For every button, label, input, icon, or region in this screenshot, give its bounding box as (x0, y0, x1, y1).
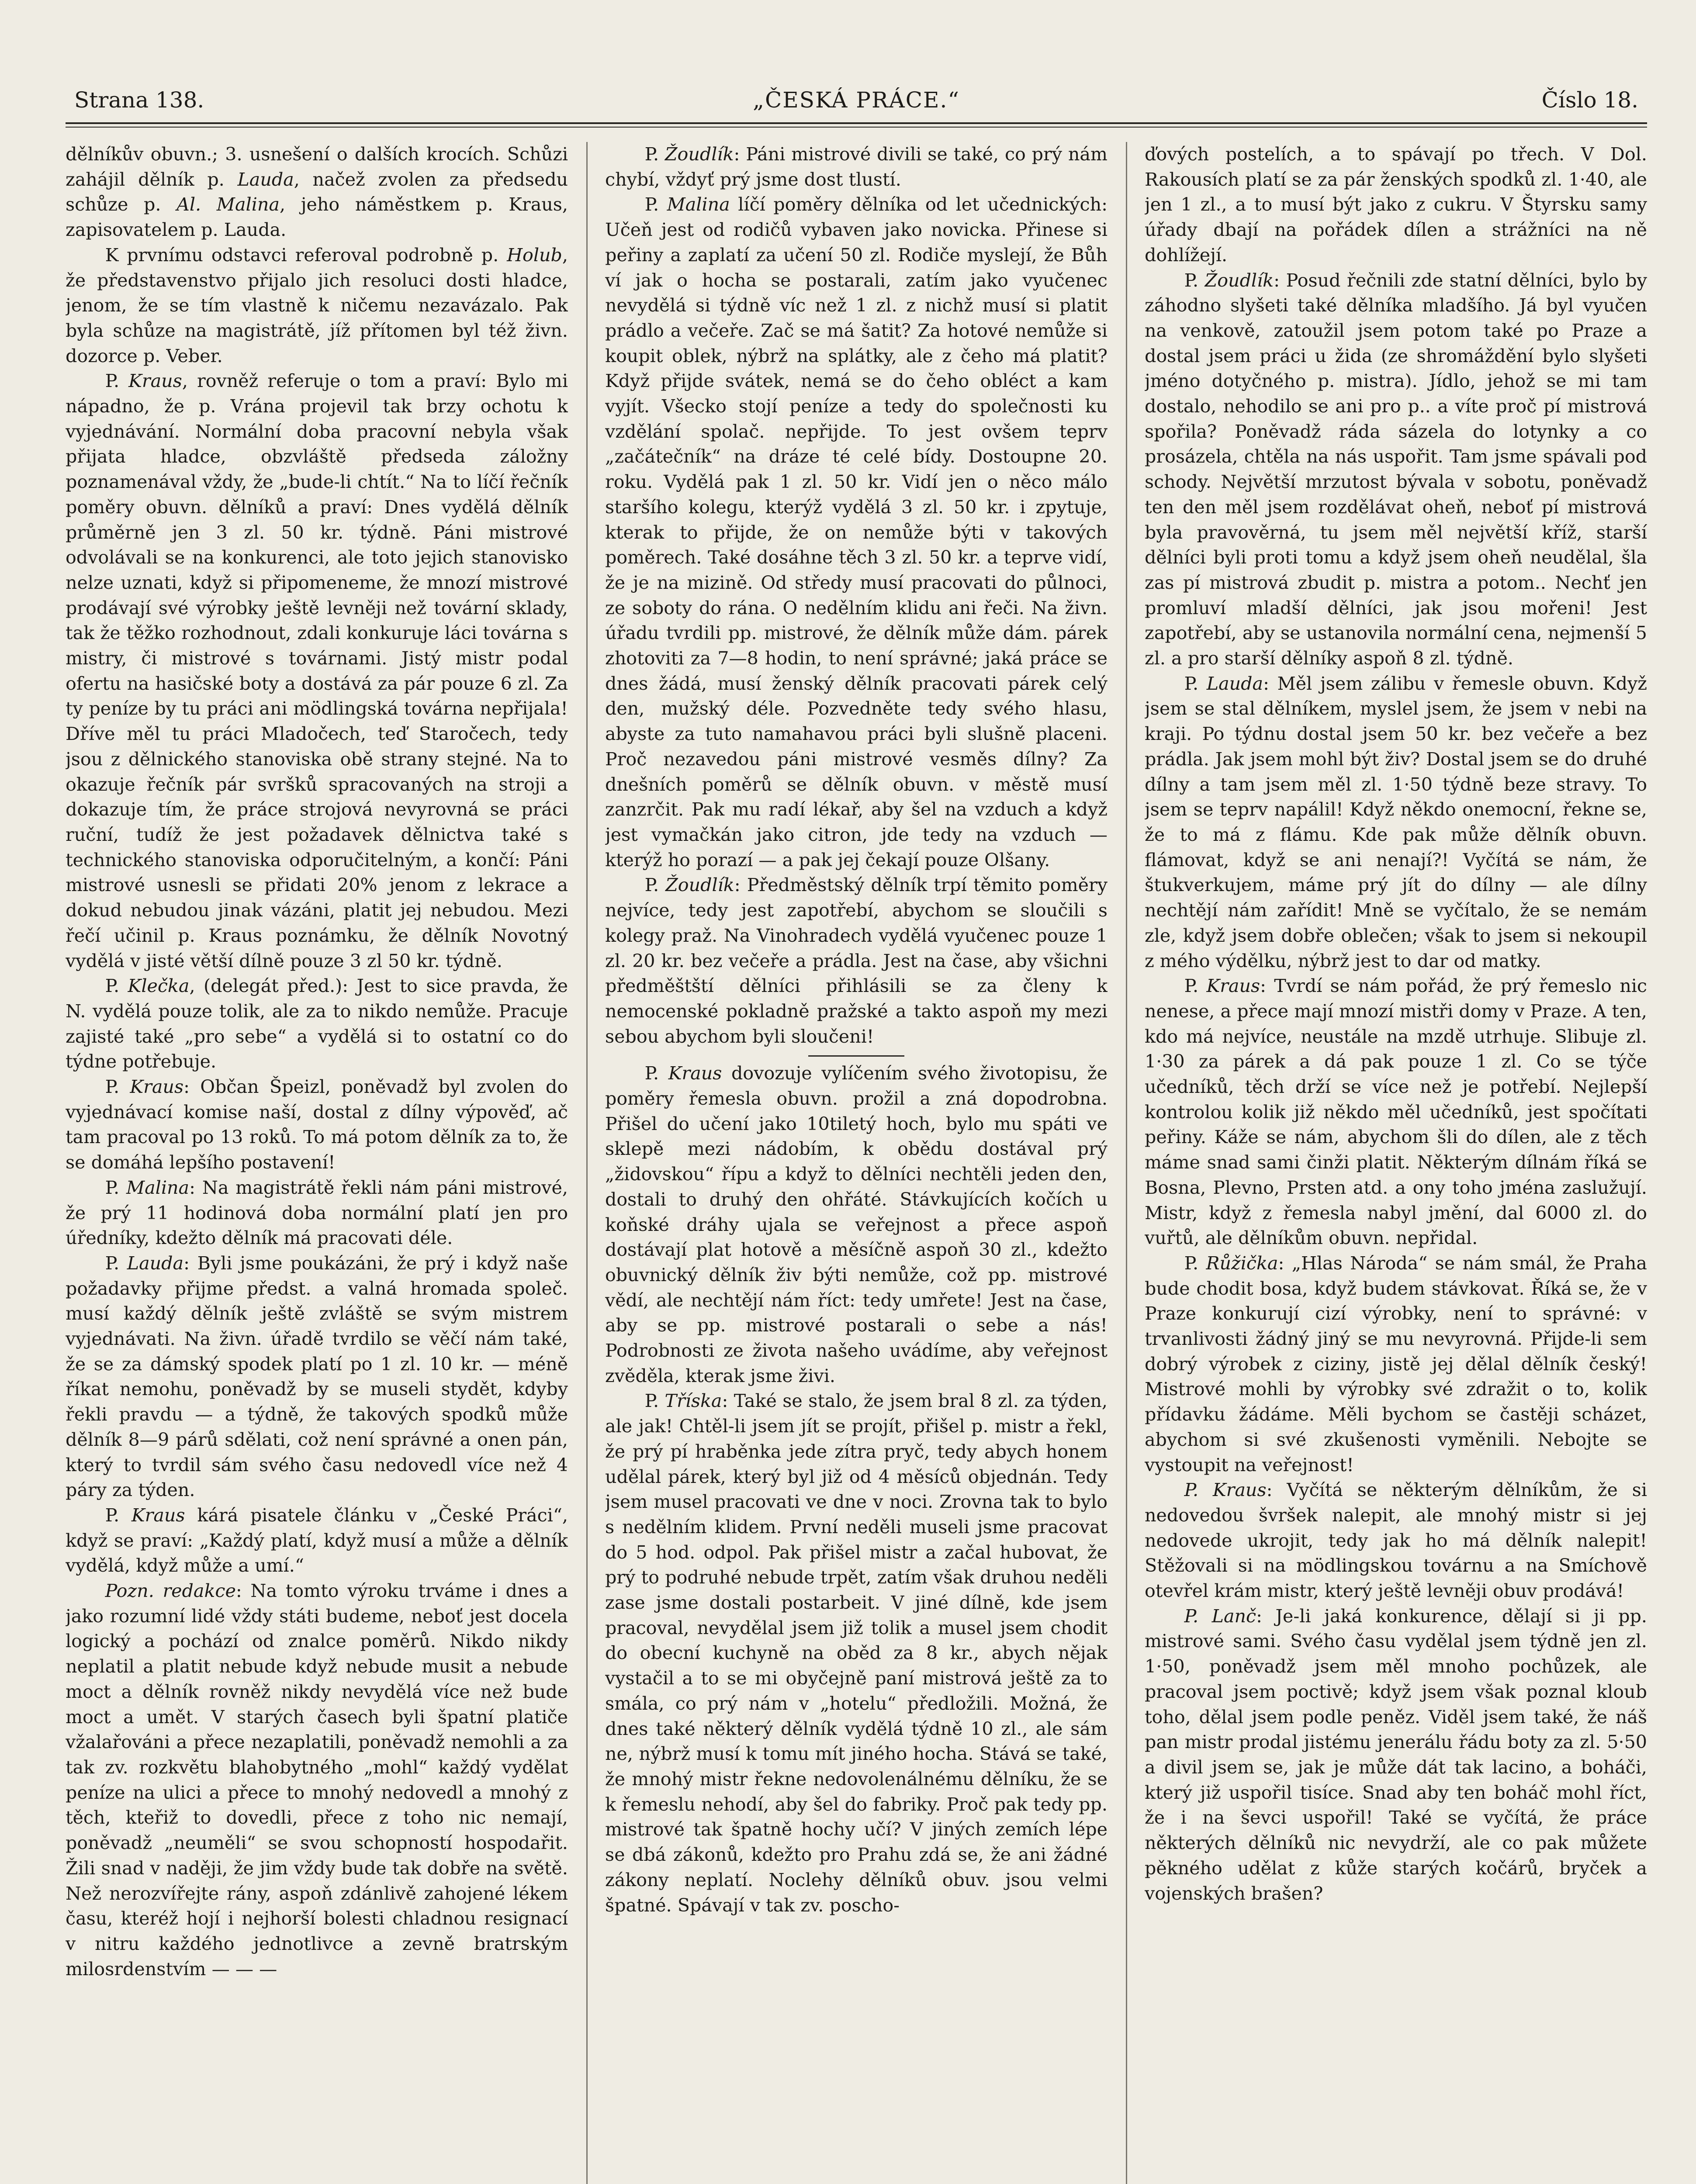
paragraph-text: P. (644, 144, 665, 165)
newspaper-page (66, 66, 1647, 2184)
speaker-name: Růžička (1206, 1252, 1278, 1274)
page-header (66, 74, 1647, 127)
paragraph-text: : Tvrdí se nám pořád, že prý řemeslo nic nenese, a přece mají mnozí mistři domy v Praze. A ten, kdo má nejvíce, neustále na mzdě utrhuje. Slibuje zl. 1·30 za párek a dá pak pouze 1 zl. Co se týče učedníků, těch drží se více než je potřebí. Nejlepší kontrolou kolik již někdo měl učedníků, jest spočítati peřiny. Káže se nám, abychom šli do dílen, ale z těch máme snad sami činži platit. Některým dílnám říká se Bosna, Plevno, Prsten atd. a ony toho jména zaslužují. Mistr, když z řemesla nabyl jmění, dal 6000 zl. do vuřtů, ale dělníkům obuvn. nepřidal. (1145, 975, 1647, 1249)
column-1 (66, 142, 568, 2184)
article-paragraph (1145, 142, 1647, 268)
article-paragraph (605, 142, 1108, 192)
article-paragraph (66, 1579, 568, 1982)
paragraph-text: P. (644, 1390, 665, 1412)
speaker-name: Kraus (128, 370, 182, 392)
speaker-name: P. Lanč (1184, 1605, 1256, 1627)
article-paragraph (1145, 268, 1647, 671)
article-paragraph (66, 1175, 568, 1251)
paragraph-text: : Občan Špeizl, poněvadž byl zvolen do vyjednávací komise naší, dostal z dílny výpověď, ač tam pracoval po 13 roků. To má potom dělník za to, že se domáhá lepšího postavení! (66, 1076, 568, 1173)
column-separator (1126, 142, 1127, 2184)
column-2 (605, 142, 1108, 2184)
speaker-name: Malina (667, 194, 730, 215)
paragraph-text: : Na tomto výroku trváme i dnes a jako rozumní lidé vždy státi budeme, neboť jest docela logický a pochází od znalce poměrů. Nikdo nikdy neplatil a platit nebude když nebude musit a nebude moct a dělník rovněž nikdy nevydělá více než bude moct a umět. V starých časech byli špatní platiče vžalařováni a přece nezaplatili, poněvadž nemohli a za tak zv. rozkvětu blahobytného „mohl“ každý vydělat peníze na ulici a přece to mnohý nedovedl a mnohý z těch, kteřiž to dovedli, přece z toho nic nemají, poněvadž „neuměli“ se svou schopností hospodařit. Žili snad v naději, že jim vždy bude tak dobře na světě. Než nerozvířejte rány, aspoň zdánlivě zahojené lékem času, kteréž hojí i nejhorší bolesti chladnou resignací v nitru každého jednotlivce a zevně bratrským milosrdenstvím — — — (66, 1580, 568, 1980)
paragraph-text: : Také se stalo, že jsem bral 8 zl. za týden, ale jak! Chtěl-li jsem jít se projít, přišel p. mistr a řekl, že prý pí hraběnka jede zítra pryč, tedy abych honem udělal párek, který byl již od 4 měsíců objednán. Tedy jsem musel pracovati ve dne v noci. Zrovna tak to bylo s nedělním klidem. První neděli museli jsme pracovat do 5 hod. odpol. Pak přišel mistr a začal hubovat, že prý to podruhé nebude trpět, zatím však druhou neděli zase jsme dostali postarbeit. V jiné dílně, kde jsem pracoval, nevydělal jsem již tolik a musel jsem chodit do obecní kuchyně na oběd za 8 kr., abych nějak vystačil a to se mi obyčejně paní mistrová ještě za to smála, co prý nám v „hotelu“ předložili. Možná, že dnes také některý dělník vydělá týdně 10 zl., ale sám ne, nýbrž musí k tomu mít jiného hocha. Stává se také, že mnohý mistr řekne nedovolenálnému dělníku, že se k řemeslu nehodí, aby šel do fabriky. Proč pak tedy pp. mistrové tak špatně hochy učí? V jiných zemích lépe se dbá zákonů, kdežto pro Prahu zdá se, že ani žádné zákony neplatí. Noclehy dělníků obuv. jsou velmi špatné. Spávají v tak zv. poscho- (605, 1390, 1108, 1916)
article-paragraph (605, 1389, 1108, 1918)
speaker-name: Lauda (127, 1252, 184, 1274)
paragraph-text: P. (1184, 1252, 1206, 1274)
article-paragraph (1145, 1478, 1647, 1604)
column-separator (586, 142, 588, 2184)
article-paragraph (66, 974, 568, 1075)
paragraph-text: P. (644, 194, 667, 215)
masthead-title: „ČESKÁ PRÁCE.“ (753, 87, 960, 113)
paragraph-text: P. (1184, 270, 1205, 291)
paragraph-text: P. (105, 370, 129, 392)
article-paragraph (1145, 671, 1647, 974)
article-paragraph (66, 1251, 568, 1503)
paragraph-text: : Na magistrátě řekli nám páni mistrové, že prý 11 hodinová doba normální platí jen pro úředníky, kdežto dělník má pracovati déle. (66, 1177, 568, 1249)
page-number: Strana 138. (74, 87, 204, 113)
paragraph-text: P. (1184, 975, 1207, 997)
header-rule (66, 122, 1647, 128)
paragraph-text: : Byli jsme poukázáni, že prý i když naše požadavky přijme předst. a valná hromada společ. musí každý dělník ještě zvláště se svým mistrem vyjednávati. Na živn. úřadě tvrdilo se věčí nám také, že se za dámský spodek platí po 1 zl. 10 kr. — méně říkat nemohu, poněvadž by se museli stydět, kdyby řekli pravdu — a týdně, že takových spodků může dělník 8—9 párů sdělati, což není správné a onen pán, který to tvrdil sám svého času nedovedl více než 4 páry za týden. (66, 1252, 568, 1501)
article-paragraph (605, 873, 1108, 1049)
paragraph-text: , načež zvolen za předsedu schůze p. (66, 169, 568, 215)
speaker-name: Al. Malina (177, 194, 280, 215)
paragraph-text: : Vyčítá se některým dělníkům, že si nedovedou švršek nalepit, ale mnohý mistr si jej nedovede ukrojit, tedy jak ho má dělník nalepit! Stěžovali si na mödlingskou továrnu a na Smíchově otevřel krám mistr, který ještě levněji obuv prodává! (1145, 1479, 1647, 1602)
paragraph-text: dovozuje vylíčením svého životopisu, že poměry řemesla obuvn. prožil a zná dopodrobna. Přišel do učení jako 10tiletý hoch, bylo mu spáti ve sklepě mezi nádobím, k obědu dostával prý „židovskou“ řípu a když to dělníci nechtěli jeden den, dostali to druhý den ohřáté. Stávkujících kočích u koňské dráhy ujala se veřejnost a přece aspoň dostávají plat hotově a měsíčně aspoň 30 zl., kdežto obuvnický dělník živ býti nemůže, což pp. mistrové vědí, ale nechtějí nám říct: tedy umřete! Jest na čase, aby se pp. mistrové postarali o sebe a nás! Podrobnosti ze života našeho uvádíme, aby veřejnost zvěděla, kterak jsme živi. (605, 1063, 1108, 1386)
column-3 (1145, 142, 1647, 2184)
paragraph-text: , (delegát před.): Jest to sice pravda, že N. vydělá pouze tolik, ale za to nikdo nemůže. Pracuje zajisté také „pro sebe“ a vydělá si to ostatní co do týdne potřebuje. (66, 975, 568, 1072)
speaker-name: Lauda (237, 169, 294, 190)
speaker-name: Tříska (665, 1390, 722, 1412)
article-paragraph (1145, 974, 1647, 1251)
paragraph-text: P. (105, 1177, 126, 1198)
paragraph-text: P. (105, 975, 128, 997)
paragraph-text: ďových postelích, a to spávají po třech. V Dol. Rakousích platí se za pár ženských spodků zl. 1·40, ale jen 1 zl., a to musí být jako z cukru. V Štyrsku samy úřady dbají na pořádek dílen a strážníci na ně dohlížejí. (1145, 144, 1647, 266)
article-paragraph (66, 1503, 568, 1579)
speaker-name: Žoudlík (1205, 270, 1274, 291)
paragraph-text: P. (105, 1504, 132, 1526)
paragraph-text: : Posud řečnili zde statní dělníci, bylo by záhodno slyšeti také dělníka mladšího. Já byl vyučen na venkově, zatoužil jsem potom také po Praze a dostal jsem práci u žida (ze shromáždění bylo slyšeti jméno dotyčného p. mistra). Jídlo, jehož se mi tam dostalo, nehodilo se ani pro p.. a víte proč pí mistrová spořila? Poněvadž ráda sázela do lotynky a co prosázela, chtěla na nás uspořit. Tam jsme spávali pod schody. Největší mrzutost bývala v sobotu, poněvadž ten den měl jsem rozdělávat oheň, neboť pí mistrová byla pravověrná, tu jsem měl největší kříž, starší dělníci byli proti tomu a když jsem oheň neudělal, šla zas pí mistrová zbudit p. mistra a potom.. Nechť jen promluví mladší dělníci, jak jsou mořeni! Jest zapotřebí, aby se ustanovila normální cena, nejmenší 5 zl. a pro starší dělníky aspoň 8 zl. týdně. (1145, 270, 1647, 669)
paragraph-text: : „Hlas Národa“ se nám smál, že Praha bude chodit bosa, když budem stávkovat. Říká se, že v Praze konkurují cizí výrobky, není to správné: v trvanlivosti žádný jiný se mu nevyrovná. Přijde-li sem dobrý výrobek z ciziny, jistě jej dělal dělník český! Mistrové mohli by výrobky své zdražit o to, kolik přídavku žádáme. Měli bychom se častěji scházet, abychom si své zkušenosti vyměnili. Nebojte se vystoupit na veřejnost! (1145, 1252, 1647, 1476)
issue-number: Číslo 18. (1541, 87, 1638, 113)
paragraph-text: P. (1184, 673, 1207, 694)
article-paragraph (1145, 1251, 1647, 1478)
article-paragraph (66, 369, 568, 974)
paragraph-text: : Předměstský dělník trpí těmito poměry nejvíce, tedy jest zapotřebí, abychom se sloučili s kolegy praž. Na Vinohradech vydělá vyučenec pouze 1 zl. 20 kr. bez večeře a prádla. Jest na čase, aby všichni předměštští dělníci přihlásili se za členy k nemocenské pokladně pražské a takto aspoň my mezi sebou abychom byli sloučeni! (605, 874, 1108, 1047)
speaker-name: Kraus (1206, 975, 1260, 997)
paragraph-text: , jeho náměstkem p. Kraus, zapisovatelem p. Lauda. (66, 194, 568, 241)
article-paragraph (605, 192, 1108, 873)
paragraph-text: : Páni mistrové divili se také, co prý nám chybí, vždyť prý jsme dost tlustí. (605, 144, 1108, 190)
speaker-name: Kraus (130, 1076, 184, 1098)
paragraph-text: P. (644, 1063, 668, 1084)
section-divider (808, 1055, 904, 1057)
paragraph-text: P. (105, 1252, 127, 1274)
speaker-name: Klečka (128, 975, 190, 997)
paragraph-text: : Měl jsem zálibu v řemesle obuvn. Když jsem se stal dělníkem, myslel jsem, že jsem v nebi na kraji. Po týdnu dostal jsem 50 kr. bez večeře a bez prádla. Jak jsem mohl být živ? Dostal jsem se do druhé dílny a tam jsem měl zl. 1·50 týdně beze stravy. To jsem se teprv napálil! Když někdo onemocní, řekne se, že to má z flámu. Kde pak může dělník obuvn. flámovat, když se ani nenají?! Vyčítá se nám, že štukverkujem, máme prý jít do dílny — ale dílny nechtějí nám zařídit! Mně se vyčítalo, že se nemám zle, když jsem dobře oblečen; však to jsem si nekoupil z mého výdělku, nýbrž jest to dar od matky. (1145, 673, 1647, 971)
speaker-name: Žoudlík (665, 144, 734, 165)
speaker-name: Lauda (1206, 673, 1263, 694)
paragraph-text: kárá pisatele článku v „České Práci“, když se praví: „Každý platí, když musí a může a dělník vydělá, když může a umí.“ (66, 1504, 568, 1576)
paragraph-text: , rovněž referuje o tom a praví: Bylo mi nápadno, že p. Vrána projevil tak brzy ochotu k vyjednávání. Normální doba pracovní nebyla však přijata hladce, obzvláště předseda záložny poznamenával vždy, že „bude-li chtít.“ Na to líčí řečník poměry obuvn. dělníků a praví: Dnes vydělá dělník průměrně jen 3 zl. 50 kr. týdně. Páni mistrové odvolávali se na konkurenci, ale toto jejich stanovisko nelze uznati, když si připomeneme, že mnozí mistrové prodávají své výrobky ještě levněji než tovární sklady, tak že těžko rozhodnout, zdali konkuruje láci továrna s mistry, či mistrové s továrnami. Jistý mistr podal ofertu na hasičské boty a dostává za pár pouze 6 zl. Za ty peníze by tu práci ani mödlingská továrna nepřijala! Dříve měl tu práci Mladočech, teď Staročech, tedy jsou z dělnického stanoviska obě strany stejné. Na to okazuje řečník pár svršků spracovaných na stroji a dokazuje tím, že práce strojová nevyrovná se práci ruční, tudíž že jest požadavek dělnictva také s technického stanoviska odporučitelným, a končí: Páni mistrové usnesli se přidati 20% jenom z lekrace a dokud nebudou jinak vázáni, platit jej nebudou. Mezi řečí učinil p. Kraus poznámku, že dělník Novotný vydělá v jisté větší dílně pouze 3 zl 50 kr. týdně. (66, 370, 568, 971)
article-paragraph (66, 142, 568, 243)
speaker-name: Žoudlík (665, 874, 734, 896)
article-paragraph (1145, 1604, 1647, 1906)
paragraph-text: líčí poměry dělníka od let učednických: Učeň jest od rodičů vybaven jako novicka. Přinese si peřiny a zaplatí za učení 50 zl. Rodiče myslejí, že Bůh ví jak o hocha se postarali, zatím jako vyučenec nevydělá si týdně víc než 1 zl. z nichž musí si platit prádlo a večeře. Zač se má šatit? Za hotové nemůže si koupit oblek, nýbrž na splátky, ale z čeho má platit? Když přijde svátek, nemá se do čeho obléct a kam vyjít. Všecko stojí peníze a tedy do společnosti ku vzdělání spolač. nepřijde. To jest ovšem teprv „začátečník“ na dráze té celé bídy. Dostoupne 20. roku. Vydělá pak 1 zl. 50 kr. Vidí jen o něco málo staršího kolegu, kterýž vydělá 3 zl. 50 kr. i zpytuje, kterak to přijde, že on nemůže býti v takových poměrech. Také dosáhne těch 3 zl. 50 kr. a teprve vidí, že je na mizině. Od středy musí pracovati do půlnoci, ze soboty do rána. O nedělním klidu ani řeči. Na živn. úřadu tvrdili pp. mistrové, že dělník může dám. párek zhotoviti za 7—8 hodin, to není správné; jaká práce se dnes žádá, musí ženský dělník pracovati párek celý den, mužský déle. Pozvedněte tedy svého hlasu, abyste za tuto namahavou práci byli slušně placeni. Proč nezavedou páni mistrové vesměs dílny? Za dnešních poměrů se dělník obuvn. v městě musí zanzrčit. Pak mu radí lékař, aby šel na vzduch a když jest vymačkán jako citron, jde tedy na vzduch — kterýž ho porazí — a pak jej čekají pouze Olšany. (605, 194, 1108, 871)
speaker-name: Pozn. redakce (105, 1580, 236, 1602)
paragraph-text: : Je-li jaká konkurence, dělají si ji pp. mistrové sami. Svého času vydělal jsem týdně jen zl. 1·50, poněvadž jsem měl mnoho pochůzek, ale pracoval jsem poctivě; když jsem však poznal kloub toho, dělal jsem podle peněz. Viděl jsem také, že náš pan mistr prodal jistému jenerálu řádu boty za zl. 5·50 a divil jsem se, jak je může dát tak lacino, a boháči, který již uspořil tisíce. Snad aby ten boháč mohl říct, že i na ševci uspořil! Také se vyčítá, že práce některých dělníků nic nevydrží, ale co pak můžete pěkného udělat z kůže starých kočárů, bryček a vojenských brašen? (1145, 1605, 1647, 1904)
paragraph-text: P. (105, 1076, 130, 1098)
paragraph-text: dělníkův obuvn.; 3. usnešení o dalších krocích. Schůzi zahájil dělník p. (66, 144, 568, 190)
speaker-name: P. Kraus (1184, 1479, 1267, 1501)
article-paragraph (605, 1061, 1108, 1389)
speaker-name: Holub (507, 244, 562, 266)
article-paragraph (66, 1075, 568, 1175)
paragraph-text: , že představenstvo přijalo jich resoluci dosti hladce, jenom, že se tím vlastně k ničemu nezavázalo. Pak byla schůze na magistrátě, jíž přítomen byl též živn. dozorce p. Veber. (66, 244, 568, 366)
paragraph-text: P. (644, 874, 666, 896)
speaker-name: Malina (126, 1177, 190, 1198)
speaker-name: Kraus (131, 1504, 185, 1526)
speaker-name: Kraus (668, 1063, 722, 1084)
paragraph-text: K prvnímu odstavci referoval podrobně p. (105, 244, 507, 266)
article-paragraph (66, 243, 568, 369)
